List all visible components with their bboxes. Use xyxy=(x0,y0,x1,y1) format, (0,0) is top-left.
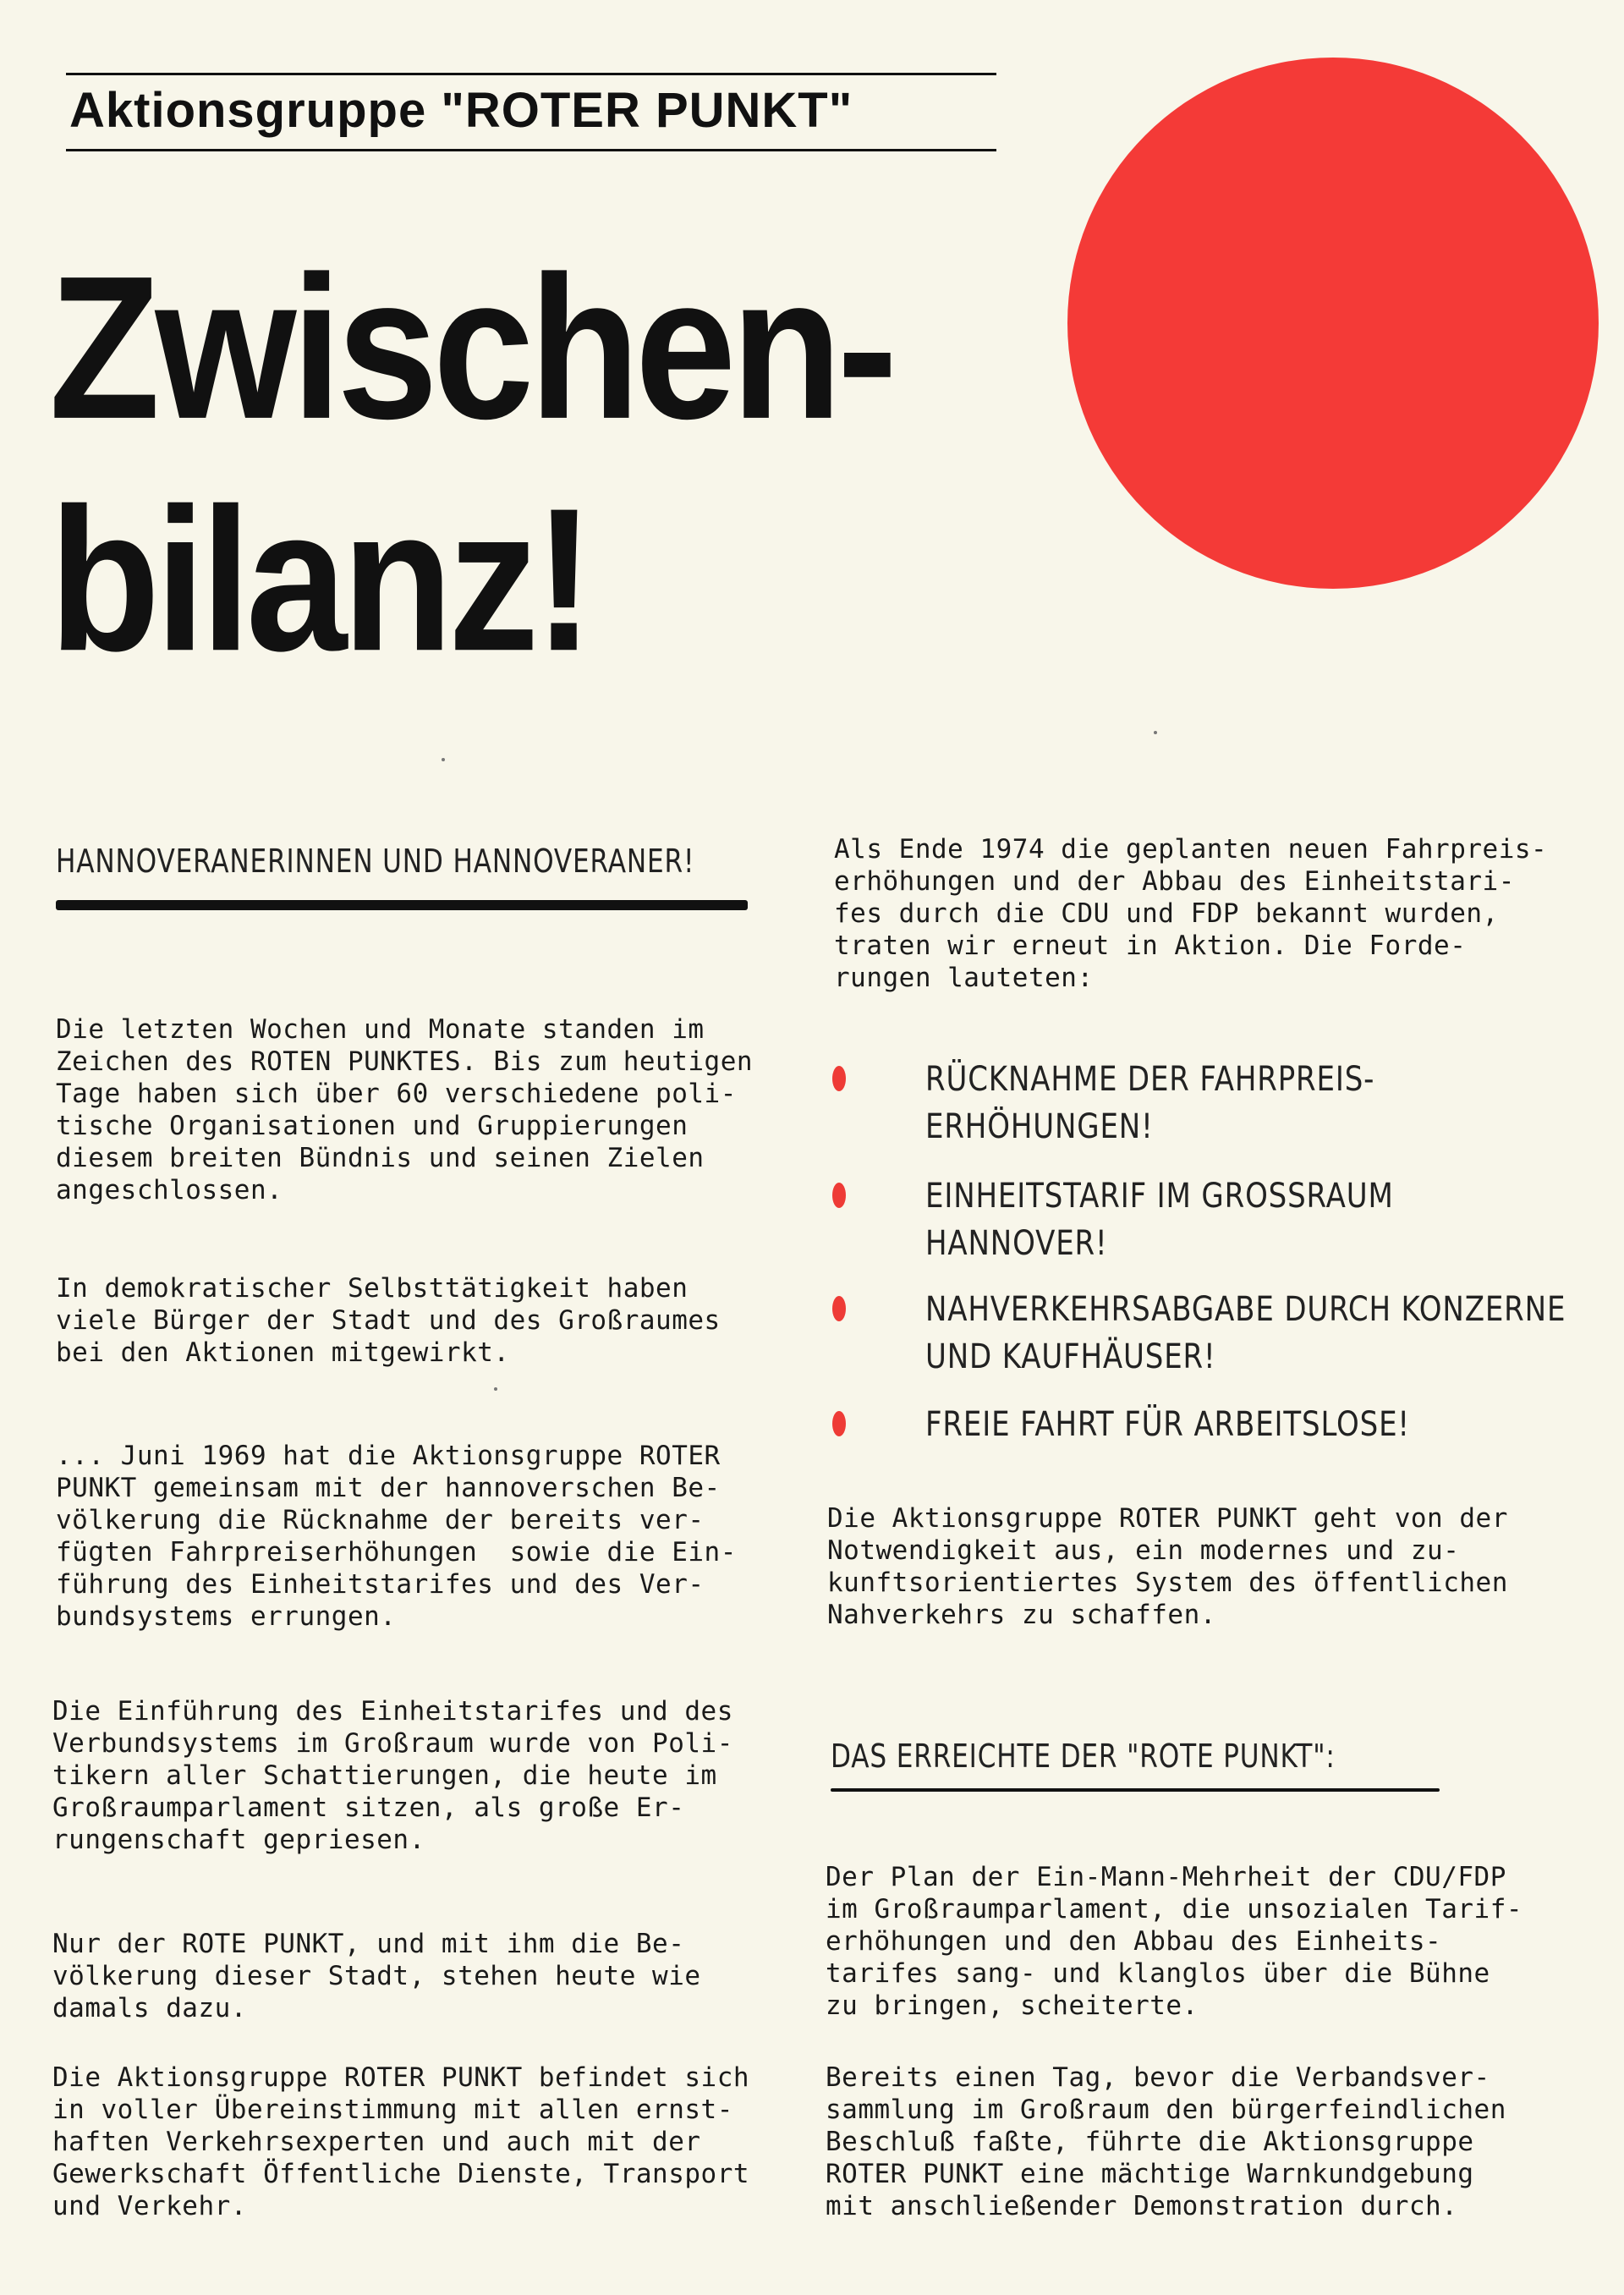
paper-speck xyxy=(494,1387,497,1391)
left-paragraph-5: Nur der ROTE PUNKT, und mit ihm die Be- völkerung dieser Stadt, stehen heute wie damals dazu. xyxy=(52,1929,701,2023)
right-after-demands-paragraph: Die Aktionsgruppe ROTER PUNKT geht von der Notwendigkeit aus, ein modernes und zu- kunftsorientiertes System des öffentlichen Nahverkehrs zu schaffen. xyxy=(827,1503,1508,1630)
paper-speck xyxy=(442,758,445,761)
header-rule-bottom xyxy=(66,149,996,151)
left-column-heading: HANNOVERANERINNEN UND HANNOVERANER! xyxy=(56,843,695,880)
red-dot-logo xyxy=(1067,58,1599,589)
demand-text: NAHVERKEHRSABGABE DURCH KONZERNE UND KAUFHÄUSER! xyxy=(925,1290,1566,1376)
red-bullet-icon xyxy=(832,1296,846,1321)
demand-text: RÜCKNAHME DER FAHRPREIS- ERHÖHUNGEN! xyxy=(925,1060,1375,1146)
header-rule-top xyxy=(66,73,996,75)
left-paragraph-4: Die Einführung des Einheitstarifes und des Verbundsystems im Großraum wurde von Poli- tikern aller Schattierungen, die heute im Großraumparlament sitzen, als große Er- rungenschaft gepriesen. xyxy=(52,1696,733,1855)
left-paragraph-1: Die letzten Wochen und Monate standen im Zeichen des ROTEN PUNKTES. Bis zum heutigen Tage haben sich über 60 verschiedene poli- tische Organisationen und Gruppierungen diesem breiten Bündnis und seinen Zielen angeschlossen. xyxy=(56,1014,754,1205)
organization-name: Aktionsgruppe "ROTER PUNKT" xyxy=(69,83,853,138)
headline-line-2: bilanz! xyxy=(49,464,590,694)
left-heading-rule xyxy=(56,900,748,910)
right-paragraph-2: Bereits einen Tag, bevor die Verbandsver- sammlung im Großraum den bürgerfeindlichen Beschluß faßte, führte die Aktionsgruppe ROTER PUNKT eine mächtige Warnkundgebung mit anschließender Demonstration durch. xyxy=(826,2062,1506,2221)
left-paragraph-2: In demokratischer Selbsttätigkeit haben viele Bürger der Stadt und des Großraumes bei den Aktionen mitgewirkt. xyxy=(56,1273,721,1368)
red-bullet-icon xyxy=(832,1411,846,1436)
right-column-heading: DAS ERREICHTE DER "ROTE PUNKT": xyxy=(831,1738,1336,1775)
right-heading-rule xyxy=(831,1788,1440,1792)
paper-speck xyxy=(1154,731,1157,734)
demand-text: EINHEITSTARIF IM GROSSRAUM HANNOVER! xyxy=(925,1177,1394,1263)
left-paragraph-3: ... Juni 1969 hat die Aktionsgruppe ROTER PUNKT gemeinsam mit der hannoverschen Be- völkerung die Rücknahme der bereits ver- fügten Fahrpreiserhöhungen sowie die Ein- führung des Einheitstarifes und des Ver- bundsystems errungen. xyxy=(56,1441,737,1632)
right-paragraph-1: Der Plan der Ein-Mann-Mehrheit der CDU/FDP im Großraumparlament, die unsozialen Tarif- erhöhungen und den Abbau des Einheits- tarifes sang- und klanglos über die Bühne zu bringen, scheiterte. xyxy=(826,1862,1523,2021)
left-paragraph-6: Die Aktionsgruppe ROTER PUNKT befindet sich in voller Übereinstimmung mit allen ernst- haften Verkehrsexperten und auch mit der Gewerkschaft Öffentliche Dienste, Transport und Verkehr. xyxy=(52,2062,750,2221)
red-bullet-icon xyxy=(832,1066,846,1091)
headline-line-1: Zwischen- xyxy=(49,233,893,462)
headline xyxy=(49,233,893,710)
red-bullet-icon xyxy=(832,1183,846,1208)
demand-text: FREIE FAHRT FÜR ARBEITSLOSE! xyxy=(925,1405,1410,1444)
right-intro-paragraph: Als Ende 1974 die geplanten neuen Fahrpreis- erhöhungen und der Abbau des Einheitstari- fes durch die CDU und FDP bekannt wurden, traten wir erneut in Aktion. Die Forde- rungen lauteten: xyxy=(834,834,1548,993)
